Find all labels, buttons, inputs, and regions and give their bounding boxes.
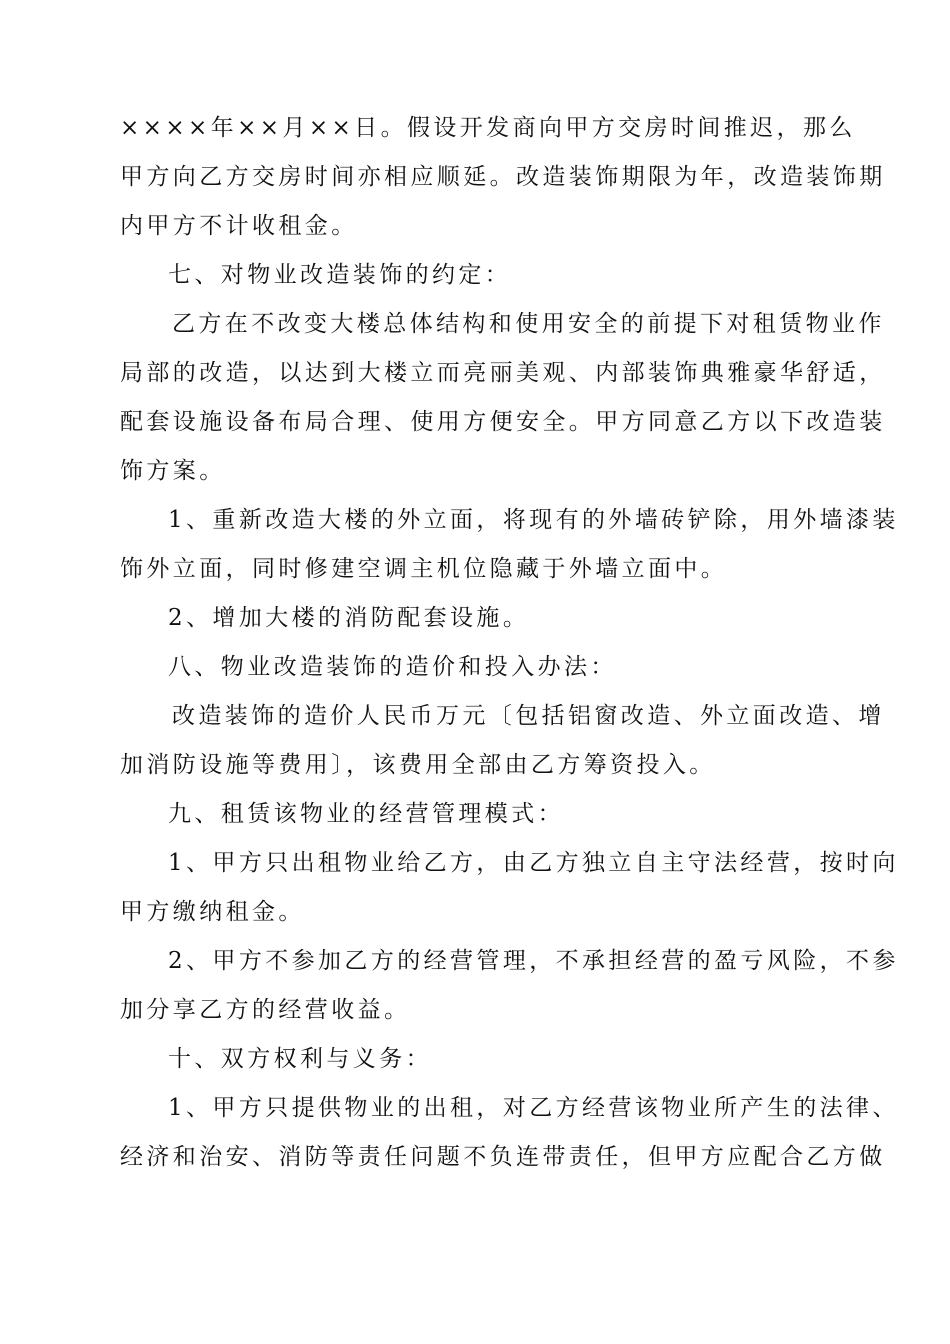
section-heading: 九、租赁该物业的经营管理模式： — [168, 801, 564, 827]
text-line: ××××年××月××日。假设开发商向甲方交房时间推迟，那么 — [120, 115, 856, 141]
text-line: 饰外立面，同时修建空调主机位隐藏于外墙立面中。 — [120, 556, 728, 582]
text-line: 改造装饰的造价人民币万元〔包括铝窗改造、外立面改造、增 — [172, 703, 885, 729]
text-line: 甲方向乙方交房时间亦相应顺延。改造装饰期限为年，改造装饰期 — [120, 164, 886, 190]
list-item: 1、重新改造大楼的外立面，将现有的外墙砖铲除，用外墙漆装 — [168, 507, 899, 533]
document-body — [120, 104, 899, 1182]
text-line: 加消防设施等费用〕，该费用全部由乙方筹资投入。 — [120, 752, 716, 778]
section-heading: 七、对物业改造装饰的约定： — [168, 262, 512, 288]
text-line: 加分享乙方的经营收益。 — [120, 997, 411, 1023]
list-item: 1、甲方只出租物业给乙方，由乙方独立自主守法经营，按时向 — [168, 850, 899, 876]
list-item: 1、甲方只提供物业的出租，对乙方经营该物业所产生的法律、 — [168, 1095, 899, 1121]
text-line: 饰方案。 — [120, 458, 226, 484]
text-line: 局部的改造，以达到大楼立而亮丽美观、内部装饰典雅豪华舒适， — [120, 360, 886, 386]
text-line: 甲方缴纳租金。 — [120, 899, 305, 925]
list-item: 2、增加大楼的消防配套设施。 — [168, 605, 530, 631]
list-item: 2、甲方不参加乙方的经营管理，不承担经营的盈亏风险，不参 — [168, 948, 899, 974]
section-heading: 十、双方权利与义务： — [168, 1046, 432, 1072]
text-line: 配套设施设备布局合理、使用方便安全。甲方同意乙方以下改造装 — [120, 409, 886, 435]
text-line: 经济和治安、消防等责任问题不负连带责任，但甲方应配合乙方做 — [120, 1144, 886, 1170]
text-line: 乙方在不改变大楼总体结构和使用安全的前提下对租赁物业作 — [172, 311, 885, 337]
section-heading: 八、物业改造装饰的造价和投入办法： — [168, 654, 617, 680]
text-line: 内甲方不计收租金。 — [120, 213, 358, 239]
